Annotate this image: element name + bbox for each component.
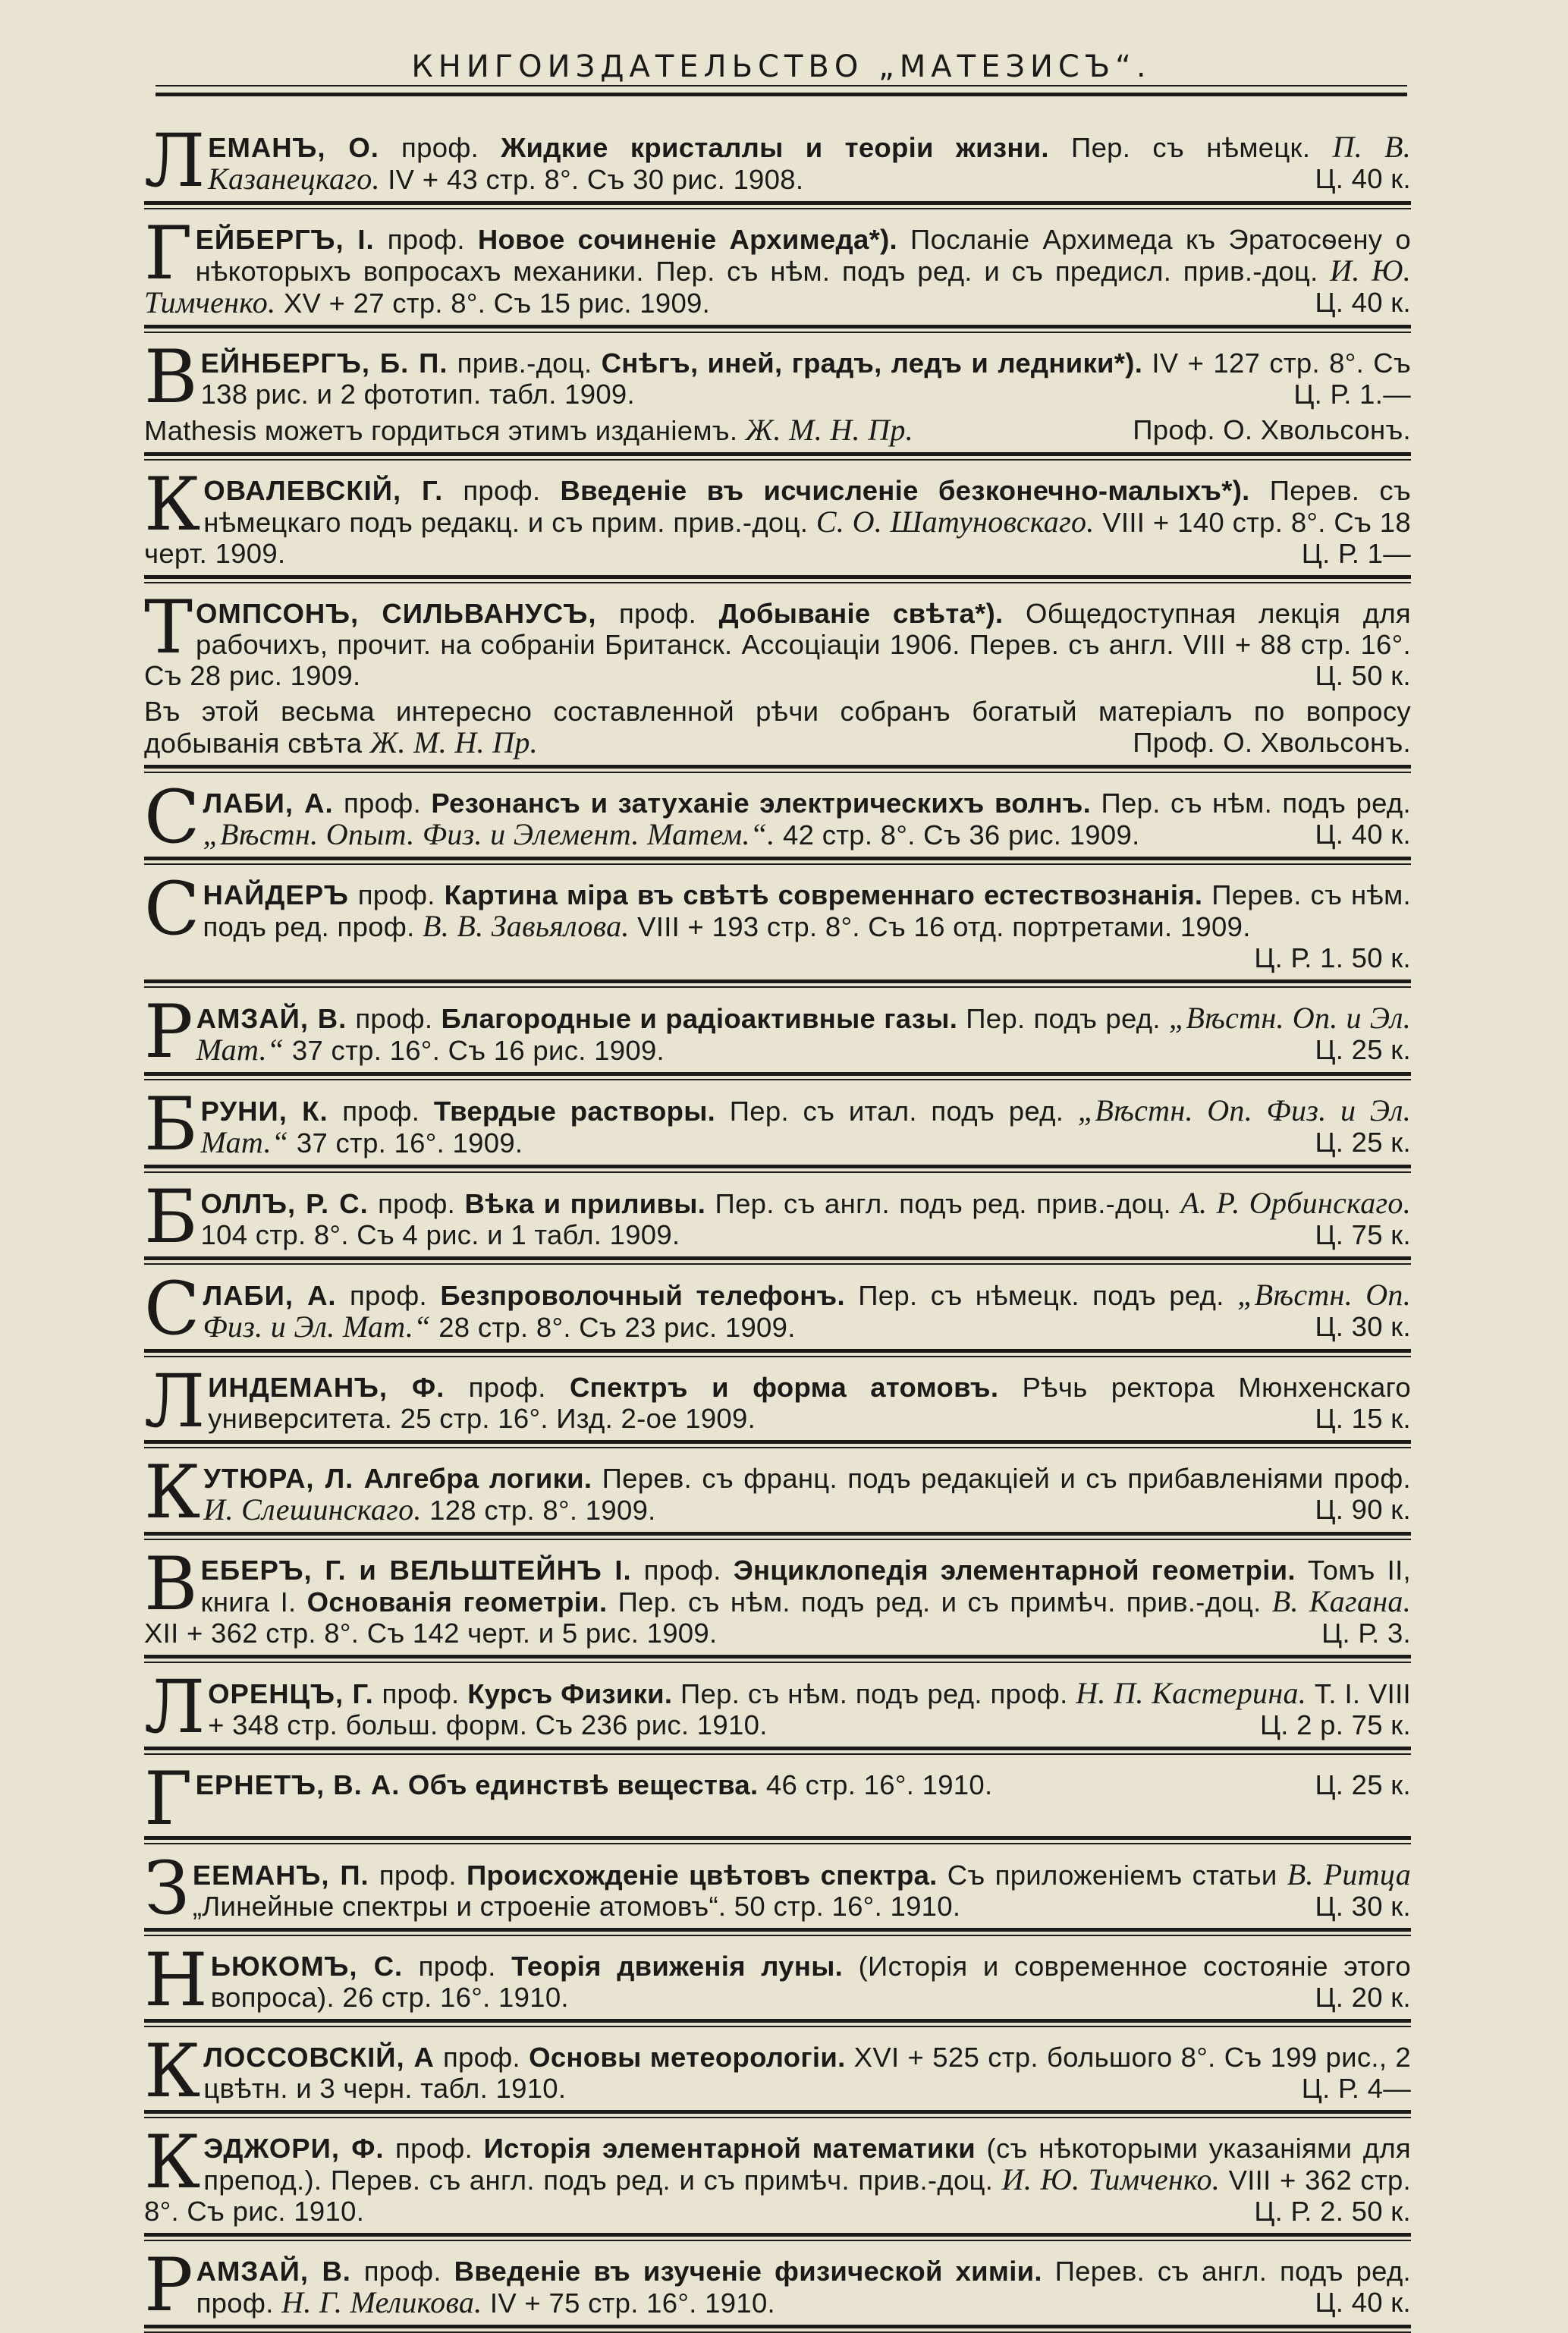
book-details: Перев. съ нѣмецкаго подъ редакц. и съ прим. прив.-доц. [203, 475, 1411, 538]
entry-text [144, 1769, 1411, 1800]
editor-name: „Вѣстн. Оп. и Эл. Мат.“ [196, 1001, 1411, 1067]
page-header: КНИГОИЗДАТЕЛЬСТВО „МАТЕЗИСЪ“. [411, 49, 1152, 84]
entry-text [144, 1450, 1411, 1535]
entry-text [144, 775, 1411, 860]
entry-text [144, 1174, 1411, 1259]
book-details: Пер. съ нѣм. подъ ред. [1091, 788, 1411, 819]
drop-initial: Л [144, 1665, 206, 1750]
drop-initial: Н [144, 1938, 208, 2023]
book-details: VIII + 193 стр. 8°. Съ 16 отд. портретами. 1909. [629, 911, 1251, 942]
drop-initial: Л [144, 118, 206, 203]
review-signature: Проф. О. Хвольсонъ. [1133, 727, 1411, 758]
book-details: 46 стр. 16°. 1910. [758, 1769, 993, 1800]
catalog-entry [144, 1542, 1411, 1659]
catalog-entry [144, 2120, 1412, 2237]
author-name: ЕРНЕТЪ, В. А. [195, 1769, 401, 1800]
catalog-entry [144, 585, 1411, 769]
author-name: ИНДЕМАНЪ, Ф. [208, 1372, 445, 1403]
book-price: Ц. 25 к. [1315, 1034, 1411, 1065]
author-role: проф. [348, 879, 445, 910]
drop-initial: Г [144, 211, 193, 296]
author-name: ОМПСОНЪ, СИЛЬВАНУСЪ, [196, 598, 597, 629]
book-price: Ц. 40 к. [1315, 819, 1411, 850]
book-title: Спектръ и форма атомовъ. [569, 1372, 999, 1403]
entry-text [144, 1082, 1412, 1167]
editor-name: И. Ю. Тимченко. [1001, 2162, 1221, 2196]
author-name: ОЛЛЪ, Р. С. [200, 1188, 369, 1219]
book-details: 42 стр. 8°. Съ 36 рис. 1909. [775, 819, 1140, 851]
book-title: Благородные и радiоактивные газы. [441, 1003, 958, 1034]
book-details: Пер. съ нѣмецк. подъ ред. [844, 1280, 1238, 1311]
author-role: проф. [434, 2042, 529, 2073]
header-rule-thick [156, 93, 1407, 96]
author-name: ЕЕМАНЪ, П. [192, 1860, 369, 1891]
author-role: проф. [443, 475, 561, 506]
book-details: Перев. съ нѣм. подъ ред. проф. [203, 879, 1411, 942]
book-title: Введенiе въ изученiе физической химiи. [454, 2256, 1042, 2287]
book-details: IV + 127 стр. 8°. Съ 138 рис. и 2 фототип. табл. 1909. [200, 347, 1411, 410]
review-note [144, 414, 1411, 446]
catalog-entry [144, 989, 1411, 1076]
author-role: проф. [374, 224, 478, 255]
editor-name: „Вѣстн. Оп. Физ. и Эл. Мат.“ [203, 1278, 1411, 1344]
header-rule-thin [156, 85, 1407, 86]
book-details: VIII + 140 стр. 8°. Съ 18 черт. 1909. [144, 507, 1412, 569]
author-name: ЛАБИ, А. [203, 788, 334, 819]
drop-initial: С [144, 866, 200, 951]
book-details: 37 стр. 16°. Съ 16 рис. 1909. [284, 1035, 665, 1066]
entry-text [144, 1938, 1412, 2023]
drop-initial: Л [144, 1359, 206, 1444]
book-details: 104 стр. 8°. Съ 4 рис. и 1 табл. 1909. [200, 1219, 680, 1250]
book-price: Ц. Р. 1— [1301, 538, 1411, 569]
book-price: Ц. 40 к. [1315, 287, 1411, 318]
book-price: Ц. Р. 2. 50 к. [1254, 2196, 1411, 2227]
author-role [400, 1769, 407, 1800]
catalog-entry [144, 1359, 1412, 1444]
catalog-entry [144, 118, 1411, 205]
book-details: Пер. подъ ред. [957, 1003, 1169, 1034]
author-role [354, 1463, 363, 1494]
book-details: IV + 43 стр. 8°. Съ 30 рис. 1908. [379, 164, 804, 195]
author-name: ЕБЕРЪ, Г. и ВЕЛЬШТЕЙНЪ I. [200, 1555, 632, 1586]
book-details: Рѣчь ректора Мюнхенскаго университета. 25 стр. 16°. Изд. 2-ое 1909. [208, 1372, 1412, 1434]
author-name: ОРЕНЦЪ, Г. [208, 1678, 374, 1709]
author-role: проф. [368, 1188, 465, 1219]
entry-text [144, 118, 1411, 203]
book-title: Алгебра логики. [363, 1463, 592, 1494]
book-title: Происхожденiе цвѣтовъ спектра. [466, 1860, 938, 1891]
author-name: ЬЮКОМЪ, С. [210, 1951, 404, 1982]
book-price: Ц. 30 к. [1315, 1891, 1411, 1922]
book-details: Пер. съ нѣмецк. [1048, 132, 1333, 163]
author-role: проф. [369, 1860, 467, 1891]
book-title: Резонансъ и затуханiе электрическихъ волнъ. [431, 788, 1092, 819]
book-details: VIII + 362 стр. 8°. Съ рис. 1910. [144, 2165, 1412, 2227]
book-title: Курсъ Физики. [467, 1678, 673, 1709]
editor-name: В. В. Завьялова. [423, 909, 630, 943]
book-title: Картина мiра въ свѣтѣ современнаго естествознанiя. [444, 879, 1203, 910]
catalog-entry [144, 775, 1411, 860]
catalog-entry [144, 1938, 1412, 2023]
author-role: проф. [347, 1003, 441, 1034]
author-role: проф. [379, 132, 501, 163]
entry-text [144, 2029, 1412, 2114]
book-details: 28 стр. 8°. Съ 23 рис. 1909. [430, 1312, 796, 1343]
author-role: проф. [350, 2256, 454, 2287]
entry-text [144, 1846, 1412, 1931]
review-signature: Проф. О. Хвольсонъ. [1133, 414, 1411, 445]
book-price: Ц. 2 р. 75 к. [1259, 1709, 1411, 1740]
drop-initial: К [144, 462, 201, 547]
drop-initial: К [144, 1450, 201, 1535]
editor-name: „Вѣстн. Опыт. Физ. и Элемент. Матем.“. [203, 817, 775, 851]
book-details: (Исторiя и современное состоянiе этого вопроса). 26 стр. 16°. 1910. [210, 1951, 1412, 2013]
author-role: проф. [333, 788, 432, 819]
book-subtitle: Основанiя геометрiи. [306, 1586, 608, 1618]
author-name: ЕЙНБЕРГЪ, Б. П. [200, 347, 448, 379]
entry-text [144, 335, 1411, 420]
author-role: проф. [631, 1555, 734, 1586]
entry-text [144, 585, 1411, 691]
book-price: Ц. Р. 1.— [1293, 379, 1411, 410]
entry-text [144, 1665, 1411, 1750]
review-source: Ж. М. Н. Пр. [362, 725, 538, 759]
book-details: (съ нѣкоторыми указанiями для препод.). Перев. съ англ. подъ ред. и съ примѣч. прив.-доц. [203, 2133, 1411, 2196]
author-role: проф. [328, 1096, 434, 1127]
catalog-entry [144, 335, 1411, 456]
entry-text [144, 1266, 1411, 1351]
editor-name: Н. Г. Меликова. [281, 2285, 482, 2319]
drop-initial: В [144, 335, 198, 420]
catalog-entry [144, 1756, 1411, 1841]
drop-initial: Б [144, 1174, 198, 1259]
catalog-entry [144, 866, 1411, 983]
drop-initial: К [144, 2120, 201, 2205]
catalog-entry [144, 2029, 1412, 2114]
editor-name: С. О. Шатуновскаго. [815, 505, 1095, 539]
author-name: ЭДЖОРИ, Ф. [203, 2133, 385, 2164]
catalog-entry [144, 462, 1412, 579]
drop-initial: Р [144, 989, 193, 1074]
book-price: Ц. 40 к. [1315, 163, 1411, 194]
review-note [144, 696, 1411, 759]
drop-initial: З [144, 1846, 190, 1931]
entry-text [144, 2243, 1411, 2328]
author-role: проф. [403, 1951, 512, 1982]
book-title: Теорiя движенiя луны. [511, 1951, 844, 1982]
book-title: Добыванiе свѣта*). [718, 598, 1004, 629]
book-title: Снѣгъ, иней, градъ, ледъ и ледники*). [601, 347, 1143, 379]
editor-name: В. Ритца [1287, 1857, 1412, 1891]
entry-text [144, 1542, 1411, 1649]
author-role: проф. [445, 1372, 570, 1403]
book-price: Ц. 75 к. [1315, 1219, 1411, 1250]
drop-initial: С [144, 775, 200, 860]
book-price: Ц. 15 к. [1315, 1403, 1411, 1434]
book-title: Исторiя элементарной математики [483, 2133, 976, 2164]
entry-text [144, 211, 1411, 319]
drop-initial: Т [144, 585, 193, 670]
drop-initial: Р [144, 2243, 193, 2328]
book-price: Ц. Р. 1. 50 к. [1254, 942, 1411, 973]
book-details: Пер. съ англ. подъ ред. прив.-доц. [705, 1188, 1181, 1219]
book-title: Твердые растворы. [433, 1096, 716, 1127]
entry-text [144, 989, 1411, 1074]
book-details: 37 стр. 16°. 1909. [288, 1127, 523, 1159]
catalog-entry [144, 1665, 1411, 1750]
book-title: Объ единствѣ вещества. [407, 1769, 759, 1800]
book-title: Безпроволочный телефонъ. [440, 1280, 845, 1311]
book-price: Ц. 25 к. [1315, 1127, 1411, 1158]
book-price: Ц. 25 к. [1315, 1769, 1411, 1800]
drop-initial: Б [144, 1082, 198, 1167]
author-role: проф. [596, 598, 719, 629]
catalog-entry [144, 2243, 1411, 2328]
entry-text [144, 1359, 1412, 1444]
catalog-entry [144, 1846, 1412, 1932]
review-text: Mathesis можетъ гордиться этимъ изданiемъ. [144, 415, 738, 446]
drop-initial: С [144, 1266, 200, 1351]
book-title: Основы метеорологiи. [529, 2042, 846, 2073]
book-details: Пер. съ нѣм. подъ ред. проф. [672, 1678, 1076, 1709]
book-price: Ц. Р. 4— [1301, 2073, 1411, 2104]
author-role: проф. [384, 2133, 484, 2164]
author-name: АМЗАЙ, В. [196, 2256, 351, 2287]
book-details: Т. I. VIII + 348 стр. больш. форм. Съ 236 рис. 1910. [208, 1678, 1411, 1740]
book-details: Перев. съ англ. подъ ред. проф. [196, 2256, 1411, 2319]
entry-text [144, 2120, 1412, 2227]
editor-name: И. Слешинскаго. [203, 1492, 422, 1527]
book-price: Ц. 40 к. [1315, 2287, 1411, 2318]
book-details: Пер. съ нѣм. подъ ред. и съ примѣч. прив.-доц. [607, 1586, 1272, 1618]
author-role: прив.-доц. [448, 347, 602, 379]
book-details: 128 стр. 8°. 1909. [421, 1495, 656, 1526]
author-name: АМЗАЙ, В. [196, 1003, 347, 1034]
author-name: ЕЙБЕРГЪ, I. [195, 224, 375, 255]
book-title: Вѣка и приливы. [464, 1188, 706, 1219]
book-price: Ц. 50 к. [1315, 660, 1411, 691]
catalog-entry [144, 1174, 1411, 1260]
review-source: Ж. М. Н. Пр. [737, 413, 913, 447]
catalog-entries [144, 118, 1412, 2328]
book-price: Ц. 30 к. [1315, 1311, 1411, 1342]
book-details: „Линейные спектры и строенiе атомовъ“. 50 стр. 16°. 1910. [192, 1891, 961, 1922]
author-role: проф. [373, 1678, 468, 1709]
catalog-entry [144, 1266, 1411, 1353]
book-price: Ц. 90 к. [1315, 1494, 1411, 1525]
book-details: XVI + 525 стр. большого 8°. Съ 199 рис., 2 цвѣтн. и 3 черн. табл. 1910. [203, 2042, 1412, 2104]
entry-text [144, 462, 1412, 569]
editor-name: „Вѣстн. Оп. Физ. и Эл. Мат.“ [200, 1093, 1412, 1159]
book-title: Введенiе въ исчисленiе безконечно-малыхъ*). [560, 475, 1250, 506]
book-details: XII + 362 стр. 8°. Съ 142 черт. и 5 рис. 1909. [144, 1618, 718, 1649]
author-name: РУНИ, К. [200, 1096, 328, 1127]
catalog-entry [144, 1082, 1412, 1168]
book-title: Новое сочиненiе Архимеда*). [477, 224, 897, 255]
editor-name: И. Ю. Тимченко. [144, 253, 1411, 319]
book-price: Ц. 20 к. [1315, 1982, 1411, 2013]
review-text: Въ этой весьма интересно составленной рѣчи собранъ богатый матерiалъ по вопросу добыванiя свѣта [144, 696, 1411, 759]
author-name: ОВАЛЕВСКIЙ, Г. [203, 475, 444, 506]
drop-initial: Г [144, 1756, 193, 1841]
author-role: проф. [336, 1280, 441, 1311]
author-name: НАЙДЕРЪ [203, 879, 349, 910]
book-details: Пер. съ итал. подъ ред. [715, 1096, 1078, 1127]
author-name: ЛАБИ, А. [203, 1280, 337, 1311]
editor-name: В. Кагана. [1271, 1584, 1411, 1618]
drop-initial: К [144, 2029, 201, 2114]
book-details: Съ приложенiемъ статьи [937, 1860, 1287, 1891]
author-name: УТЮРА, Л. [203, 1463, 354, 1494]
author-name: ЕМАНЪ, О. [208, 132, 379, 163]
drop-initial: В [144, 1542, 198, 1627]
book-details: Посланiе Архимеда къ Эратосѳену о нѣкоторыхъ вопросахъ механики. Пер. съ нѣм. подъ ред. и съ предисл. прив.-доц. [195, 224, 1411, 287]
author-name: ЛОССОВСКIЙ, А [203, 2042, 435, 2073]
catalog-entry [144, 1450, 1411, 1536]
editor-name: Н. П. Кастерина. [1076, 1676, 1307, 1710]
book-details: XV + 27 стр. 8°. Съ 15 рис. 1909. [275, 288, 711, 319]
book-title: Энциклопедiя элементарной геометрiи. [733, 1555, 1296, 1586]
book-details: Общедоступная лекцiя для рабочихъ, прочит. на собранiи Британск. Ассоцiацiи 1906. Перев. съ англ. VIII + 88 стр. 16°. Съ 28 рис. 1909. [144, 598, 1411, 691]
catalog-entry [144, 211, 1411, 329]
book-title: Жидкие кристаллы и теорiи жизни. [501, 132, 1049, 163]
editor-name: А. Р. Орбинскаго. [1180, 1186, 1411, 1220]
editor-name: П. В. Казанецкаго. [208, 130, 1411, 196]
book-details: Томъ II, книга I. [200, 1555, 1411, 1618]
entry-text [144, 866, 1411, 973]
book-details: Перев. съ франц. подъ редакцiей и съ прибавленiями проф. [592, 1463, 1411, 1494]
book-price: Ц. Р. 3. [1321, 1618, 1411, 1649]
book-details: IV + 75 стр. 16°. 1910. [482, 2287, 775, 2319]
